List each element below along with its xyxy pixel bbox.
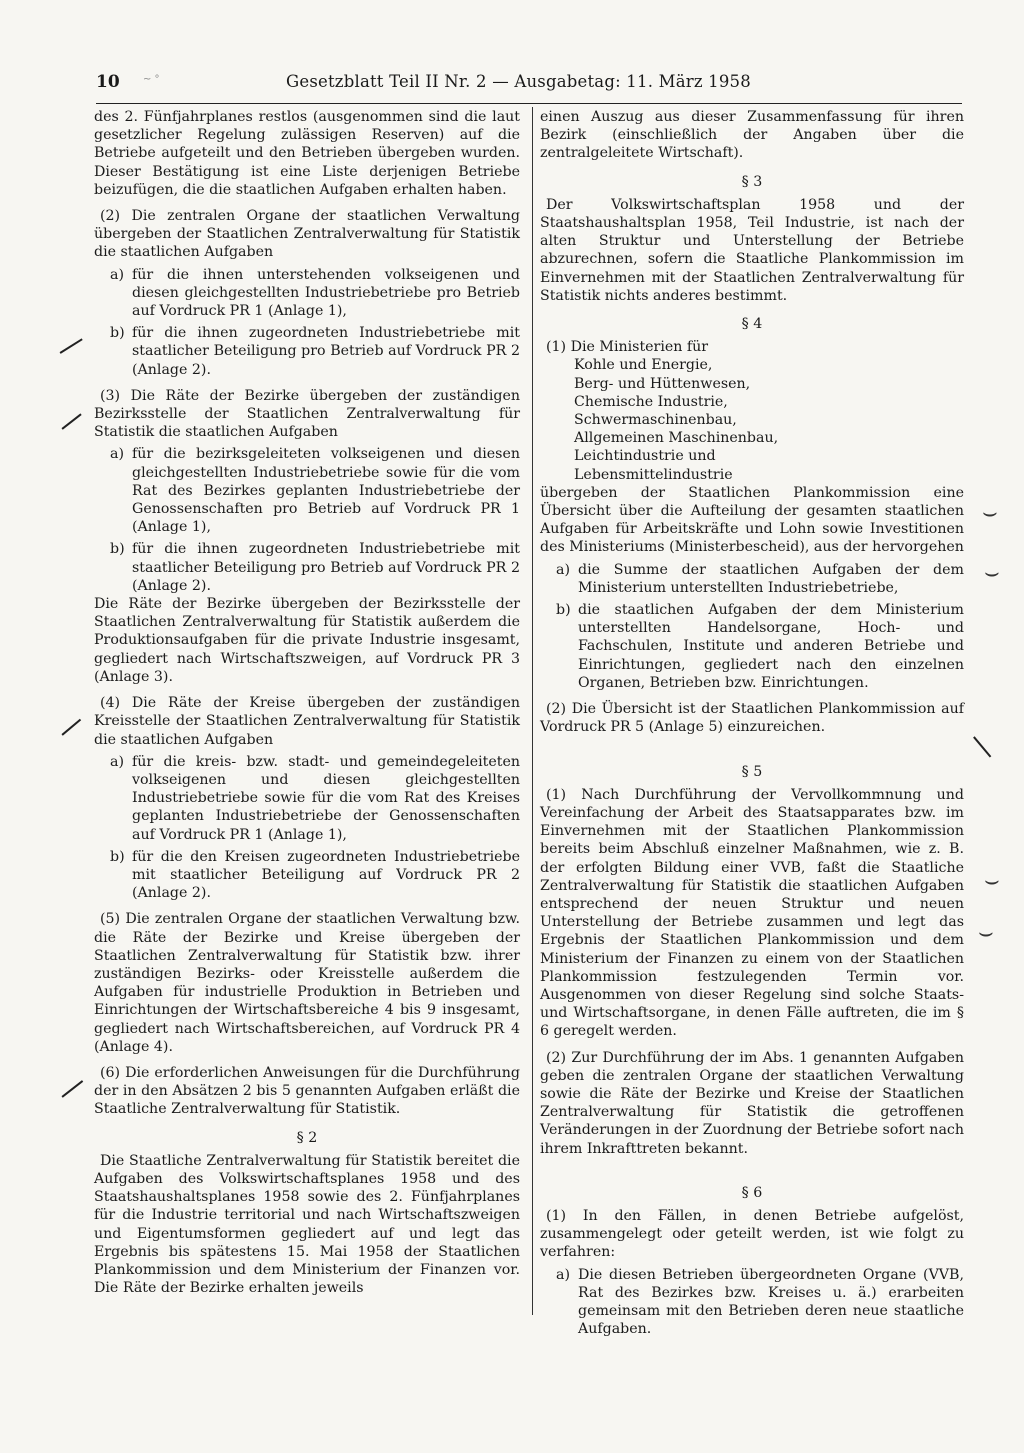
margin-pencil-mark bbox=[62, 413, 82, 429]
paragraph: (1) Nach Durchführung der Vervollkommnung und Vereinfachung der Arbeit des Staatsapparates bzw. im Einvernehmen mit der Staatlichen Plankommission bereits beim Abschluß einzelner Maßnahmen, wie z. B. der erfolgten Bildung einer VVB, faßt die Staatliche Zentralverwaltung für Statistik die staatlichen Aufgaben entsprechend der neuen Struktur und neuen Unterstellung der Betriebe zusammen und legt das Ergebnis der Staatlichen Plankommission und dem Ministerium der Finanzen zu einem von der Staatlichen Plankommission festzulegenden Termin vor. Ausgenommen von dieser Regelung sind solche Staats- und Wirtschaftsorgane, in denen Fälle auftreten, die im § 6 geregelt werden. bbox=[540, 786, 964, 1040]
page-number: 10 bbox=[96, 72, 120, 92]
list-label: a) bbox=[110, 266, 124, 283]
section-heading: § 4 bbox=[741, 316, 763, 333]
list-text: die staatlichen Aufgaben der dem Ministerium unterstellten Handelsorgane, Hoch- und Fachschulen, Institute und anderen Betriebe und Einrichtungen, gegliedert nach den einzelnen Organen, Betrieben bzw. Einrichtungen. bbox=[578, 602, 964, 691]
list-item bbox=[110, 324, 520, 379]
list-label: a) bbox=[556, 561, 570, 578]
margin-tilde-mark: ⌣ bbox=[978, 918, 994, 946]
margin-tilde-mark: ⌣ bbox=[984, 558, 1000, 586]
paragraph: des 2. Fünfjahrplanes restlos (ausgenommen sind die laut gesetzlicher Regelung zulässigen Reserven) auf die Betriebe aufgeteilt und den Betrieben übergeben wurden. Dieser Bestätigung ist eine Liste derjenigen Betriebe beizufügen, die die staatlichen Aufgaben erhalten haben. bbox=[94, 109, 520, 198]
ministry-item: Chemische Industrie, bbox=[574, 393, 728, 410]
list-item bbox=[110, 445, 520, 536]
ministry-item: Allgemeinen Maschinenbau, bbox=[574, 430, 779, 447]
paragraph: (2) Die Übersicht ist der Staatlichen Plankommission auf Vordruck PR 5 (Anlage 5) einzureichen. bbox=[540, 701, 964, 736]
list-text: für die bezirksgeleiteten volkseigenen und diesen gleichgestellten Industriebetriebe sowie für die vom Rat des Bezirkes geplanten Industriebetriebe der Genossenschaften pro Betrieb auf Vordruck PR 1 (Anlage 1), bbox=[132, 446, 520, 536]
paragraph: Der Volkswirtschaftsplan 1958 und der Staatshaushaltsplan 1958, Teil Industrie, ist nach der alten Struktur und Unterstellung der Betriebe abzurechnen, sofern die Staatliche Plankommission im Einvernehmen mit der Staatlichen Zentralverwaltung für Statistik nichts anderes bestimmt. bbox=[540, 196, 964, 304]
page-header bbox=[96, 72, 954, 96]
paragraph: (1) Die Ministerien für bbox=[546, 339, 709, 356]
list-label: a) bbox=[556, 1266, 570, 1283]
list-text: für die den Kreisen zugeordneten Industriebetriebe mit staatlicher Beteiligung auf Vordruck PR 2 (Anlage 2). bbox=[132, 848, 520, 902]
list-text: Die diesen Betrieben übergeordneten Organe (VVB, Rat des Bezirkes bzw. Kreises u. ä.) erarbeiten gemeinsam mit den Betrieben deren neue staatliche Aufgaben. bbox=[578, 1266, 964, 1338]
list-item bbox=[110, 753, 520, 844]
paragraph: übergeben der Staatlichen Plankommission eine Übersicht über die Aufteilung der gesamten staatlichen Aufgaben für Arbeitskräfte und Lohn sowie Investitionen des Ministeriums (Ministerbescheid), aus der hervorgehen bbox=[540, 484, 964, 556]
paragraph: (3) Die Räte der Bezirke übergeben der zuständigen Bezirksstelle der Staatlichen Zentralverwaltung für Statistik die staatlichen Aufgaben bbox=[94, 387, 520, 441]
paragraph: Die Staatliche Zentralverwaltung für Statistik bereitet die Aufgaben des Volkswirtschaftsplanes 1958 und des Staatshaushaltsplanes 1958 sowie des 2. Fünfjahrplanes für die Industrie territorial und nach Wirtschaftszweigen und Eigentumsformen gegliedert auf und legt das Ergebnis bis spätestens 15. Mai 1958 der Staatlichen Plankommission und dem Ministerium der Finanzen vor. Die Räte der Bezirke erhalten jeweils bbox=[94, 1152, 520, 1297]
list-label: a) bbox=[110, 446, 124, 463]
margin-pencil-mark bbox=[60, 338, 83, 353]
margin-pencil-mark bbox=[62, 1080, 83, 1097]
right-column bbox=[540, 108, 964, 1338]
list-label: b) bbox=[110, 325, 125, 342]
section-heading: § 3 bbox=[741, 173, 763, 190]
list-text: die Summe der staatlichen Aufgaben der dem Ministerium unterstellten Industriebetriebe, bbox=[578, 561, 964, 596]
section-heading: § 6 bbox=[741, 1184, 763, 1201]
list-item bbox=[556, 561, 964, 597]
paragraph: (5) Die zentralen Organe der staatlichen Verwaltung bzw. die Räte der Bezirke und Kreise übergeben der Staatlichen Zentralverwaltung für Statistik bzw. ihrer zuständigen Bezirks- oder Kreisstelle außerdem die Aufgaben für industrielle Produktion in Betrieben und Einrichtungen der Wirtschaftsbereiche 4 bis 9 insgesamt, gegliedert nach Wirtschaftsbereichen, auf Vordruck PR 4 (Anlage 4). bbox=[94, 911, 520, 1055]
list-text: für die ihnen zugeordneten Industriebetriebe mit staatlicher Beteiligung pro Betrieb auf Vordruck PR 2 (Anlage 2). bbox=[132, 325, 520, 378]
ministry-item: Berg- und Hüttenwesen, bbox=[574, 375, 751, 392]
margin-pencil-mark bbox=[61, 719, 80, 736]
paragraph: (6) Die erforderlichen Anweisungen für die Durchführung der in den Absätzen 2 bis 5 genannten Aufgaben erläßt die Staatliche Zentralverwaltung für Statistik. bbox=[94, 1064, 520, 1118]
margin-tilde-mark: ⌣ bbox=[982, 498, 998, 526]
ministry-item: Kohle und Energie, bbox=[574, 357, 713, 374]
pencil-scribble: ~ ° bbox=[143, 74, 160, 85]
ministry-item: Lebensmittelindustrie bbox=[574, 466, 733, 483]
list-label: a) bbox=[110, 753, 124, 770]
header-rule bbox=[96, 103, 962, 104]
list-label: b) bbox=[556, 602, 571, 619]
list-text: für die ihnen zugeordneten Industriebetriebe mit staatlicher Beteiligung pro Betrieb auf Vordruck PR 2 (Anlage 2). bbox=[132, 541, 520, 594]
paragraph: (1) In den Fällen, in denen Betriebe aufgelöst, zusammengelegt oder geteilt werden, ist wie folgt zu verfahren: bbox=[540, 1207, 964, 1261]
ministry-item: Schwermaschinenbau, bbox=[574, 412, 737, 429]
section-heading: § 5 bbox=[741, 763, 763, 780]
list-item bbox=[556, 1266, 964, 1339]
left-column bbox=[94, 108, 520, 1297]
list-item bbox=[110, 540, 520, 595]
paragraph: (4) Die Räte der Kreise übergeben der zuständigen Kreisstelle der Staatlichen Zentralverwaltung für Statistik die staatlichen Aufgaben bbox=[94, 695, 520, 748]
list-item bbox=[110, 848, 520, 903]
margin-pencil-mark bbox=[973, 736, 991, 757]
section-heading: § 2 bbox=[296, 1129, 318, 1146]
margin-tilde-mark: ⌣ bbox=[984, 866, 1000, 894]
list-label: b) bbox=[110, 848, 125, 865]
ministry-item: Leichtindustrie und bbox=[574, 448, 716, 465]
list-text: für die ihnen unterstehenden volkseigenen und diesen gleichgestellten Industriebetriebe pro Betrieb auf Vordruck PR 1 (Anlage 1), bbox=[132, 266, 520, 320]
paragraph: (2) Die zentralen Organe der staatlichen Verwaltung übergeben der Staatlichen Zentralverwaltung für Statistik die staatlichen Aufgaben bbox=[94, 208, 520, 261]
paragraph: Die Räte der Bezirke übergeben der Bezirksstelle der Staatlichen Zentralverwaltung für Statistik außerdem die Produktionsaufgaben für die private Industrie insgesamt, gegliedert nach Wirtschaftszweigen, auf Vordruck PR 3 (Anlage 3). bbox=[94, 596, 520, 685]
column-divider bbox=[532, 107, 533, 1315]
list-item bbox=[556, 601, 964, 692]
list-item bbox=[110, 266, 520, 321]
list-label: b) bbox=[110, 541, 125, 558]
list-text: für die kreis- bzw. stadt- und gemeindegeleiteten volkseigenen und diesen gleichgestellten Industriebetriebe sowie für die vom Rat des Kreises geplanten Industriebetriebe der Genossenschaften auf Vordruck PR 1 (Anlage 1), bbox=[132, 753, 520, 843]
gazette-title: Gesetzblatt Teil II Nr. 2 — Ausgabetag: 11. März 1958 bbox=[286, 72, 751, 91]
paragraph: (2) Zur Durchführung der im Abs. 1 genannten Aufgaben geben die zentralen Organe der staatlichen Verwaltung sowie die Räte der Bezirke und Kreise der Staatlichen Zentralverwaltung für Statistik die getroffenen Veränderungen in der Zuordnung der Betriebe sofort nach ihrem Inkrafttreten bekannt. bbox=[540, 1049, 964, 1157]
paragraph: einen Auszug aus dieser Zusammenfassung für ihren Bezirk (einschließlich der Angaben über die zentralgeleitete Wirtschaft). bbox=[540, 109, 964, 162]
